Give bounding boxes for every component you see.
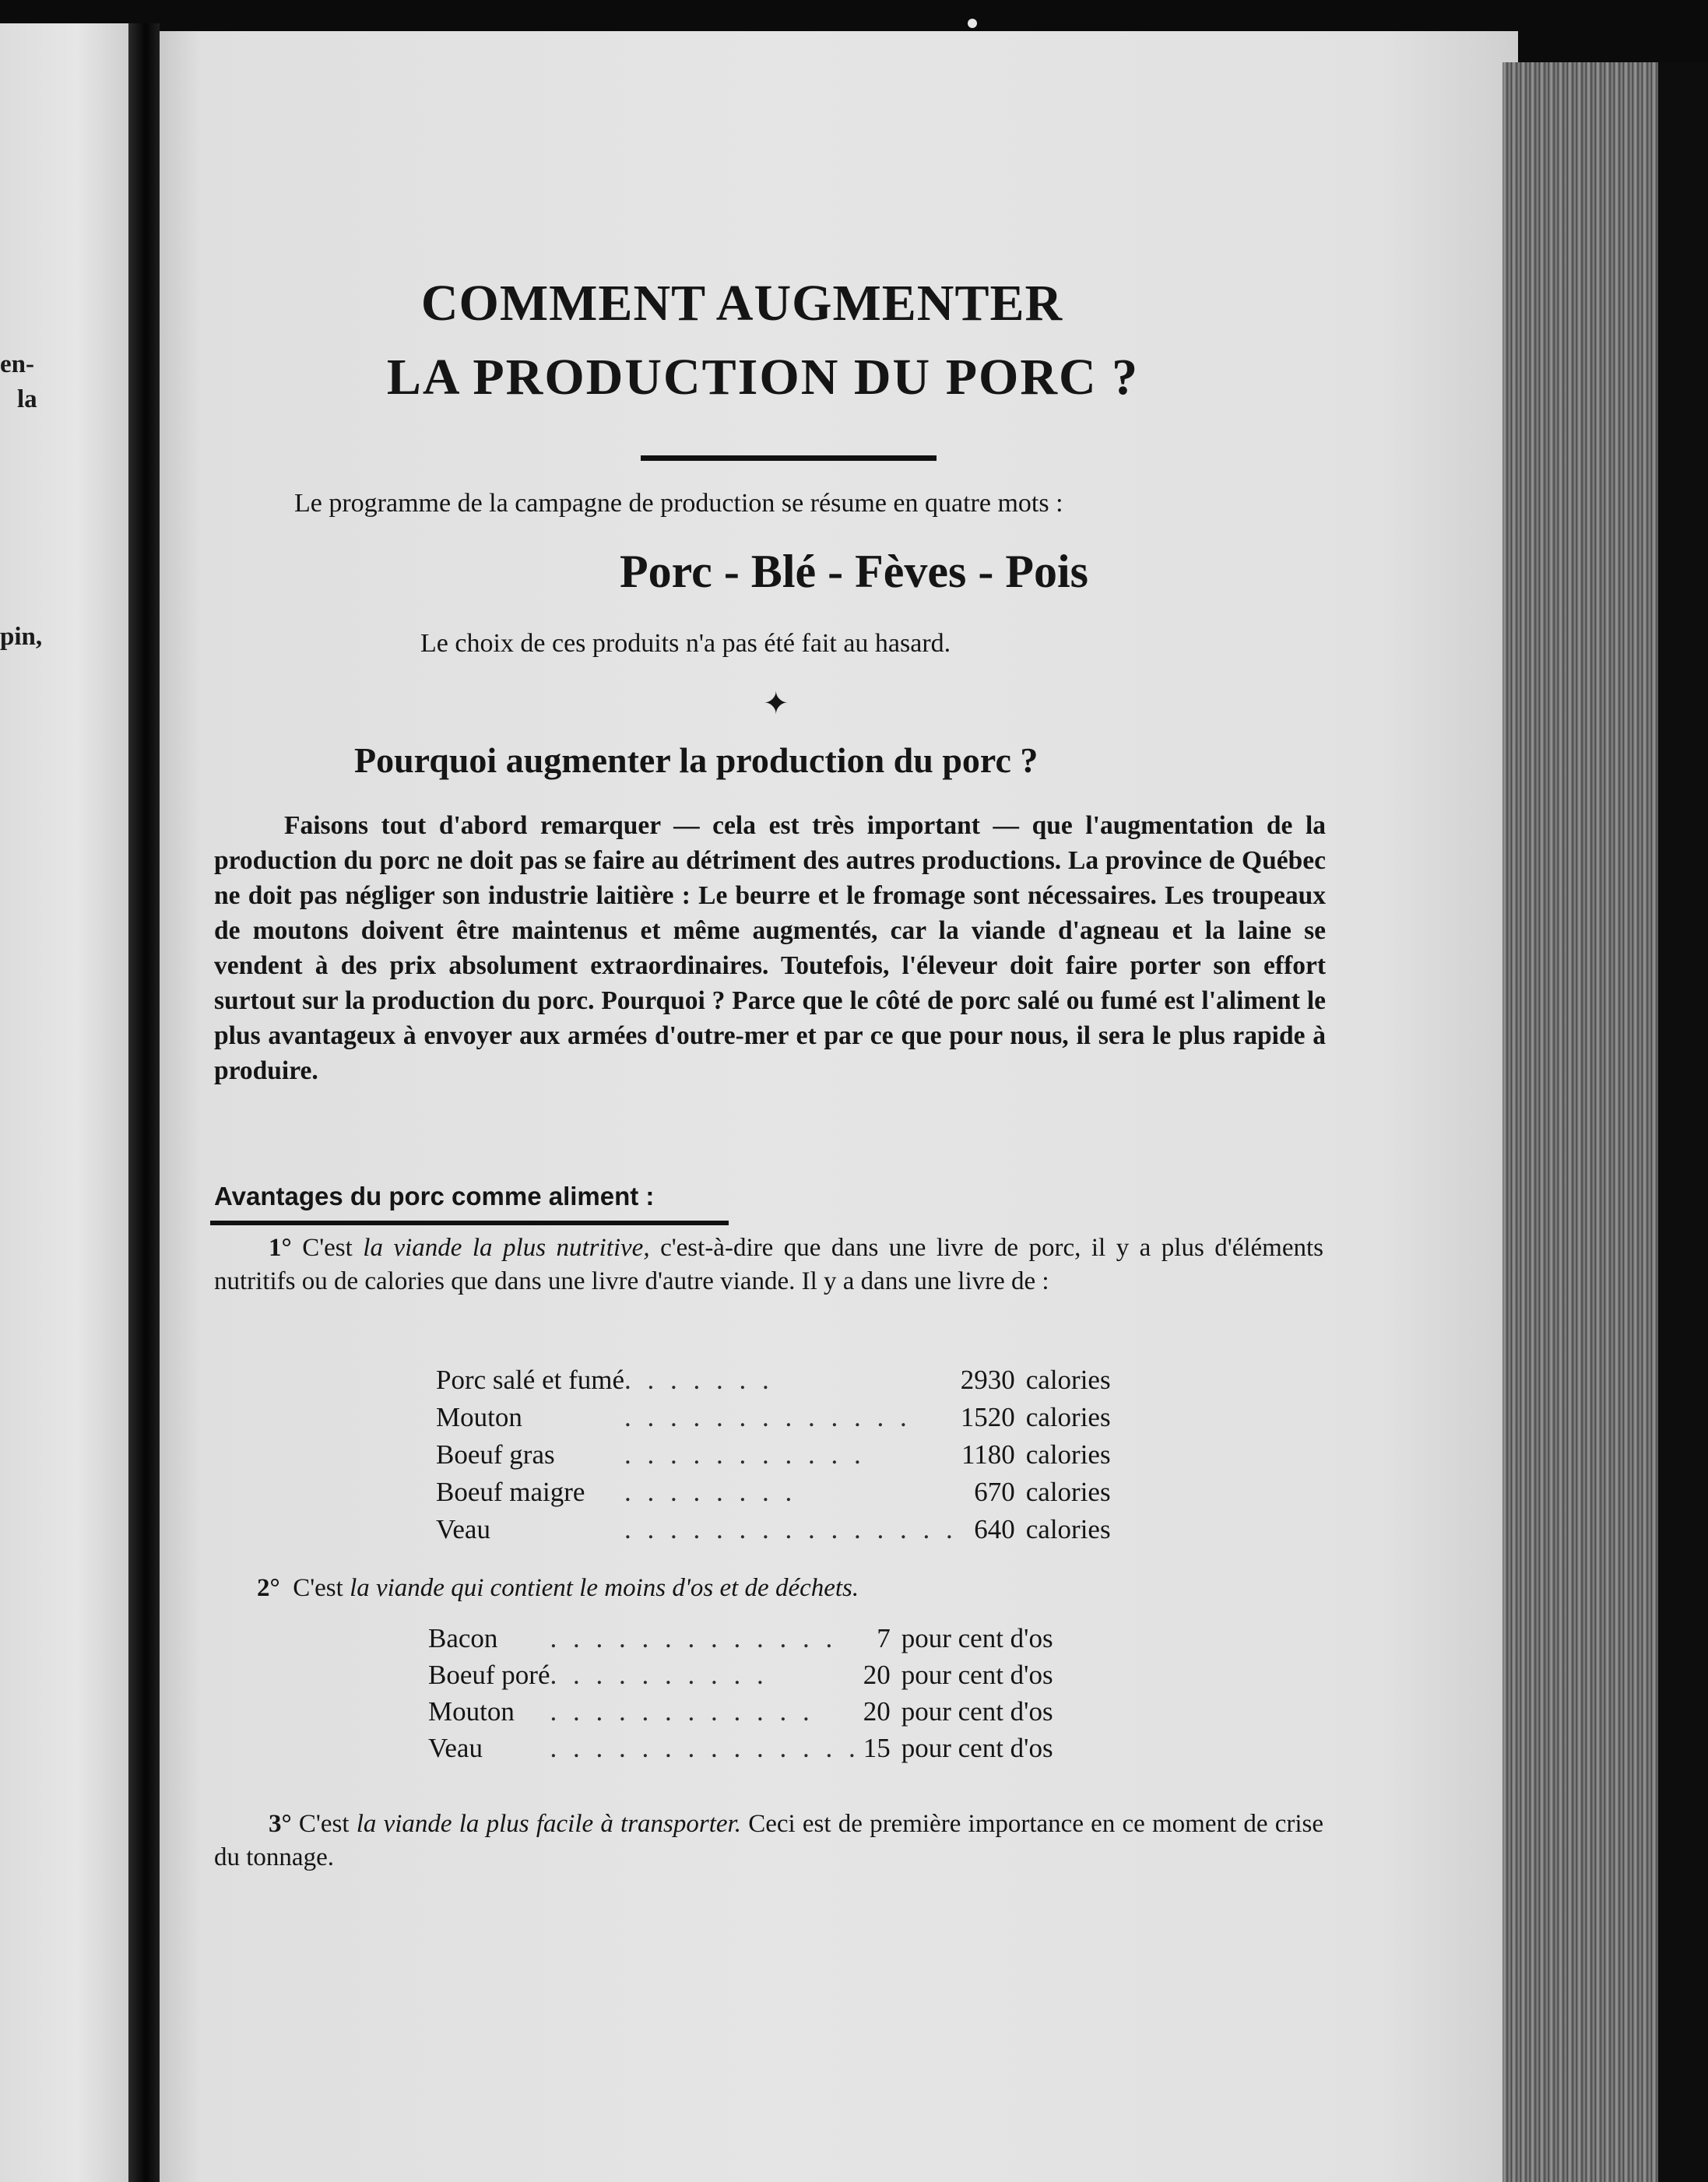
advantages-underline [210, 1221, 729, 1225]
advantage-1 [214, 1232, 1323, 1298]
advantage-lead: C'est [293, 1574, 343, 1602]
left-page-edge [0, 23, 128, 2182]
advantage-emphasis: la viande la plus nutritive, [363, 1234, 650, 1262]
left-fragment: pin, [0, 623, 43, 651]
book-gutter [128, 23, 160, 2182]
bones-table [428, 1618, 1053, 1764]
scan-speck [968, 19, 977, 28]
table-item: Veau [436, 1514, 490, 1544]
advantage-number: 3° [269, 1810, 292, 1838]
table-value: 1180 [961, 1439, 1015, 1470]
section-heading: Pourquoi augmenter la production du porc ? [354, 740, 1039, 780]
table-item: Mouton [428, 1696, 515, 1727]
advantage-lead: C'est [302, 1234, 353, 1262]
table-unit: calories [1025, 1365, 1111, 1395]
table-unit: calories [1025, 1402, 1111, 1432]
advantage-2 [257, 1574, 859, 1603]
left-fragment: la [17, 385, 37, 413]
ornament-icon: ✦ [763, 686, 789, 721]
table-row [436, 1470, 1111, 1508]
table-value: 15 [863, 1733, 891, 1763]
table-unit: calories [1025, 1439, 1111, 1470]
advantage-number: 2° [257, 1574, 280, 1602]
section-body [214, 808, 1326, 1088]
advantage-number: 1° [269, 1234, 292, 1262]
choice-note: Le choix de ces produits n'a pas été fait au hasard. [420, 629, 951, 658]
page-title-line1: COMMENT AUGMENTER [420, 275, 1063, 332]
advantage-lead: C'est [298, 1810, 350, 1838]
table-value: 20 [863, 1660, 891, 1690]
table-value: 7 [877, 1623, 891, 1653]
section-paragraph: Faisons tout d'abord remarquer — cela est très important — que l'augmentation de la production du porc ne doit pas se faire au détriment des autres productions. La province de Québec ne doit pas négliger son industrie laitière : Le beurre et le fromage sont nécessaires. Les troupeaux de moutons doivent être maintenus et même augmentés, car la viande d'agneau et la laine se vendent à des prix absolument extraordinaires. Toutefois, l'éleveur doit faire porter son effort surtout sur la production du porc. Pourquoi ? Parce que le côté de porc salé ou fumé est l'aliment le plus avantageux à envoyer aux armées d'outre-mer et par ce que pour nous, il sera le plus rapide à produire. [214, 811, 1326, 1085]
leader-dots: . . . . . . . [624, 1365, 774, 1395]
table-row [428, 1727, 1053, 1764]
leader-dots: . . . . . . . . . . . . [550, 1696, 814, 1727]
slogan: Porc - Blé - Fèves - Pois [619, 546, 1089, 597]
leader-dots: . . . . . . . . . . . [624, 1439, 866, 1470]
intro-line: Le programme de la campagne de production se résume en quatre mots : [294, 489, 1063, 518]
advantage-emphasis: la viande qui contient le moins d'os et de déchets. [350, 1574, 859, 1602]
leader-dots: . . . . . . . . . . . . . . . [624, 1514, 958, 1544]
table-unit: pour cent d'os [901, 1660, 1053, 1690]
leader-dots: . . . . . . . . . . . . . . [550, 1733, 860, 1763]
leader-dots: . . . . . . . . . . [550, 1660, 768, 1690]
table-unit: pour cent d'os [901, 1696, 1053, 1727]
title-rule [641, 455, 937, 461]
page-title-line2: LA PRODUCTION DU PORC ? [386, 349, 1140, 406]
table-row [436, 1358, 1111, 1396]
advantage-3 [214, 1808, 1323, 1875]
table-unit: calories [1025, 1477, 1111, 1507]
table-item: Porc salé et fumé [436, 1365, 624, 1395]
table-item: Mouton [436, 1402, 522, 1432]
table-value: 670 [974, 1477, 1015, 1507]
table-value: 640 [974, 1514, 1015, 1544]
leader-dots: . . . . . . . . . . . . . [550, 1623, 838, 1653]
table-row [436, 1508, 1111, 1545]
page-edges [1502, 62, 1666, 2182]
binding-shadow [1658, 62, 1708, 2182]
table-row [436, 1396, 1111, 1433]
table-unit: calories [1025, 1514, 1111, 1544]
table-row [428, 1691, 1053, 1727]
table-value: 2930 [960, 1365, 1015, 1395]
table-row [436, 1433, 1111, 1470]
table-item: Veau [428, 1733, 483, 1763]
calories-table [436, 1358, 1111, 1545]
table-value: 1520 [960, 1402, 1015, 1432]
table-item: Boeuf gras [436, 1439, 555, 1470]
advantage-text: Ceci est de première importance en ce moment de crise du tonnage. [214, 1810, 1324, 1871]
advantage-text: c'est-à-dire que dans une livre de porc, il y a plus d'éléments nutritifs ou de calories que dans une livre d'autre viande. Il y a dans une livre de : [214, 1234, 1324, 1295]
leader-dots: . . . . . . . . [624, 1477, 797, 1507]
table-row [428, 1654, 1053, 1691]
table-unit: pour cent d'os [901, 1733, 1053, 1763]
table-item: Boeuf maigre [436, 1477, 585, 1507]
table-unit: pour cent d'os [901, 1623, 1053, 1653]
left-fragment: en- [0, 350, 34, 378]
table-row [428, 1618, 1053, 1654]
advantages-heading: Avantages du porc comme aliment : [214, 1182, 655, 1210]
table-item: Boeuf poré [428, 1660, 550, 1690]
leader-dots: . . . . . . . . . . . . . [624, 1402, 912, 1432]
advantage-emphasis: la viande la plus facile à transporter. [356, 1810, 741, 1838]
table-value: 20 [863, 1696, 891, 1727]
table-item: Bacon [428, 1623, 498, 1653]
